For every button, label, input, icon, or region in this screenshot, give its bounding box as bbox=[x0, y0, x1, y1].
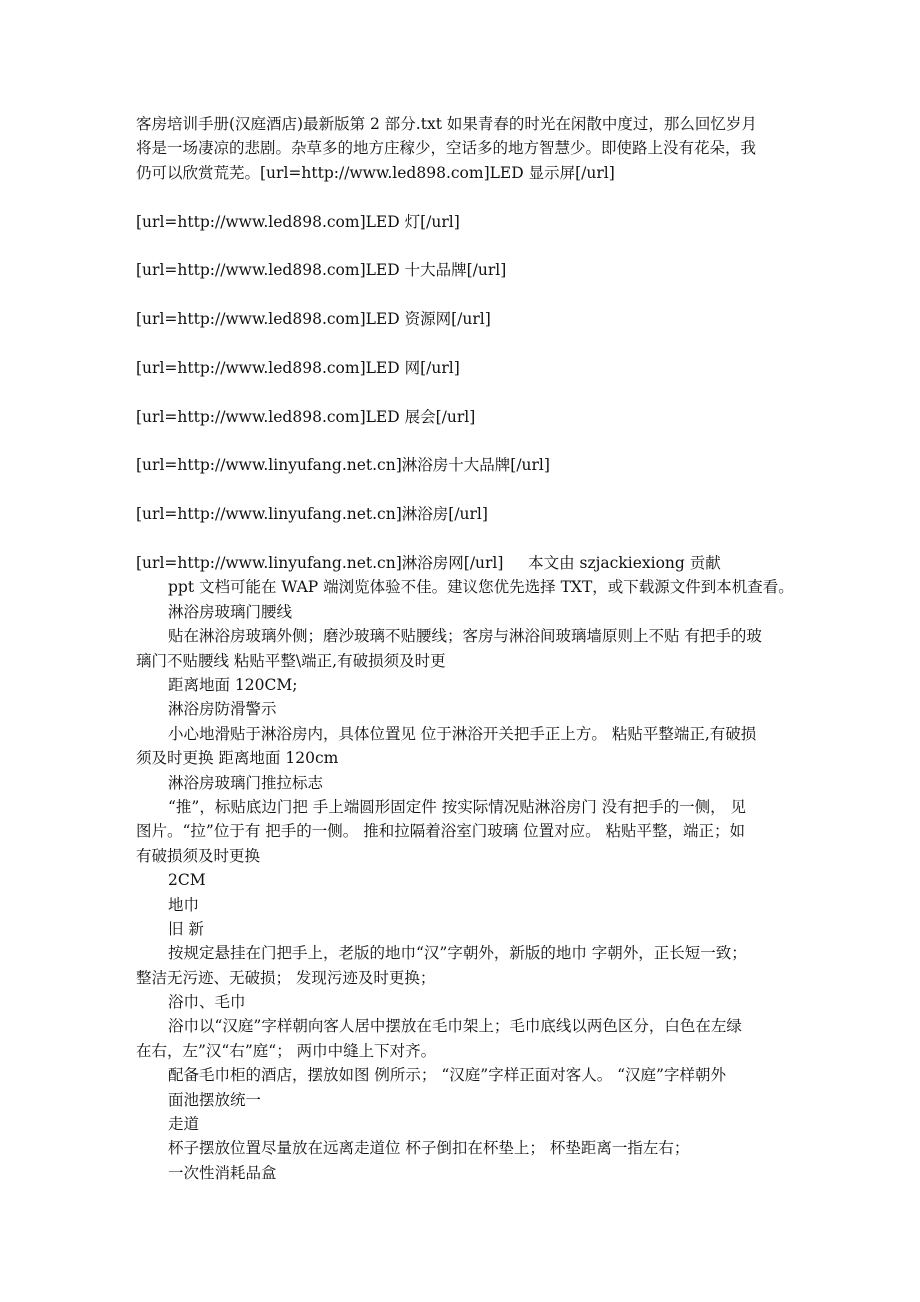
blank-line bbox=[136, 185, 800, 209]
text-line: 淋浴房玻璃门推拉标志 bbox=[168, 773, 324, 792]
blank-line bbox=[136, 527, 800, 551]
text-line: 璃门不贴腰线 粘贴平整\端正,有破损须及时更 bbox=[136, 651, 446, 670]
text-line: 淋浴房玻璃门腰线 bbox=[168, 602, 293, 621]
text-line: 浴巾以“汉庭”字样朝向客人居中摆放在毛巾架上；毛巾底线以两色区分，白色在左绿 bbox=[168, 1017, 742, 1036]
text-line: 距离地面 120CM; bbox=[168, 675, 298, 694]
text-line: 配备毛巾柜的酒店，摆放如图 例所示； “汉庭”字样正面对客人。 “汉庭”字样朝外 bbox=[168, 1066, 726, 1085]
blank-line bbox=[136, 429, 800, 453]
text-line: 面池摆放统一 bbox=[168, 1090, 262, 1109]
text-line: 将是一场凄凉的悲剧。杂草多的地方庄稼少，空话多的地方智慧少。即使路上没有花朵，我 bbox=[136, 139, 757, 158]
text-line: 仍可以欣赏荒芜。[url=http://www.led898.com]LED 显示屏[/url] bbox=[136, 163, 615, 182]
text-line: 按规定悬挂在门把手上，老版的地巾“汉”字朝外，新版的地巾 字朝外，正长短一致； bbox=[168, 944, 747, 963]
text-line: 2CM bbox=[168, 871, 206, 890]
text-line: [url=http://www.led898.com]LED 灯[/url] bbox=[136, 212, 460, 231]
text-line: 须及时更换 距离地面 120cm bbox=[136, 749, 339, 768]
blank-line bbox=[136, 380, 800, 404]
text-line: 浴巾、毛巾 bbox=[168, 993, 246, 1012]
text-line: 小心地滑贴于淋浴房内，具体位置见 位于淋浴开关把手正上方。 粘贴平整端正,有破损 bbox=[168, 724, 757, 743]
text-line: 图片。“拉”位于有 把手的一侧。 推和拉隔着浴室门玻璃 位置对应。 粘贴平整，端正；如 bbox=[136, 822, 746, 841]
text-line: 整洁无污迹、无破损； 发现污迹及时更换； bbox=[136, 968, 436, 987]
text-line: “推”，标贴底边门把 手上端圆形固定件 按实际情况贴淋浴房门 没有把手的一侧， 见 bbox=[168, 797, 747, 816]
text-line: [url=http://www.led898.com]LED 网[/url] bbox=[136, 358, 460, 377]
text-line: [url=http://www.linyufang.net.cn]淋浴房[/url] bbox=[136, 505, 488, 524]
text-line: [url=http://www.led898.com]LED 展会[/url] bbox=[136, 407, 476, 426]
text-line: 在右，左”汉“右”庭“； 两巾中缝上下对齐。 bbox=[136, 1041, 437, 1060]
text-line: [url=http://www.led898.com]LED 资源网[/url] bbox=[136, 310, 491, 329]
text-line: [url=http://www.linyufang.net.cn]淋浴房网[/url] 本文由 szjackiexiong 贡献 bbox=[136, 554, 721, 573]
document-body bbox=[136, 112, 800, 1185]
text-line: 地巾 bbox=[168, 895, 200, 914]
text-line: ppt 文档可能在 WAP 端浏览体验不佳。建议您优先选择 TXT，或下载源文件到本机查看。 bbox=[168, 578, 794, 597]
text-line: 杯子摆放位置尽量放在远离走道位 杯子倒扣在杯垫上； 杯垫距离一指左右； bbox=[168, 1139, 690, 1158]
text-line: 贴在淋浴房玻璃外侧；磨沙玻璃不贴腰线；客房与淋浴间玻璃墙原则上不贴 有把手的玻 bbox=[168, 627, 762, 646]
text-line: [url=http://www.linyufang.net.cn]淋浴房十大品牌[/url] bbox=[136, 456, 550, 475]
blank-line bbox=[136, 234, 800, 258]
text-line: 有破损须及时更换 bbox=[136, 846, 261, 865]
text-line: 走道 bbox=[168, 1115, 200, 1134]
text-line: 客房培训手册(汉庭酒店)最新版第 2 部分.txt 如果青春的时光在闲散中度过，那么回忆岁月 bbox=[136, 115, 757, 133]
text-line: [url=http://www.led898.com]LED 十大品牌[/url] bbox=[136, 261, 507, 280]
blank-line bbox=[136, 332, 800, 356]
blank-line bbox=[136, 478, 800, 502]
text-line: 淋浴房防滑警示 bbox=[168, 700, 277, 719]
text-line: 旧 新 bbox=[168, 919, 204, 938]
text-line: 一次性消耗品盒 bbox=[168, 1163, 277, 1182]
blank-line bbox=[136, 283, 800, 307]
